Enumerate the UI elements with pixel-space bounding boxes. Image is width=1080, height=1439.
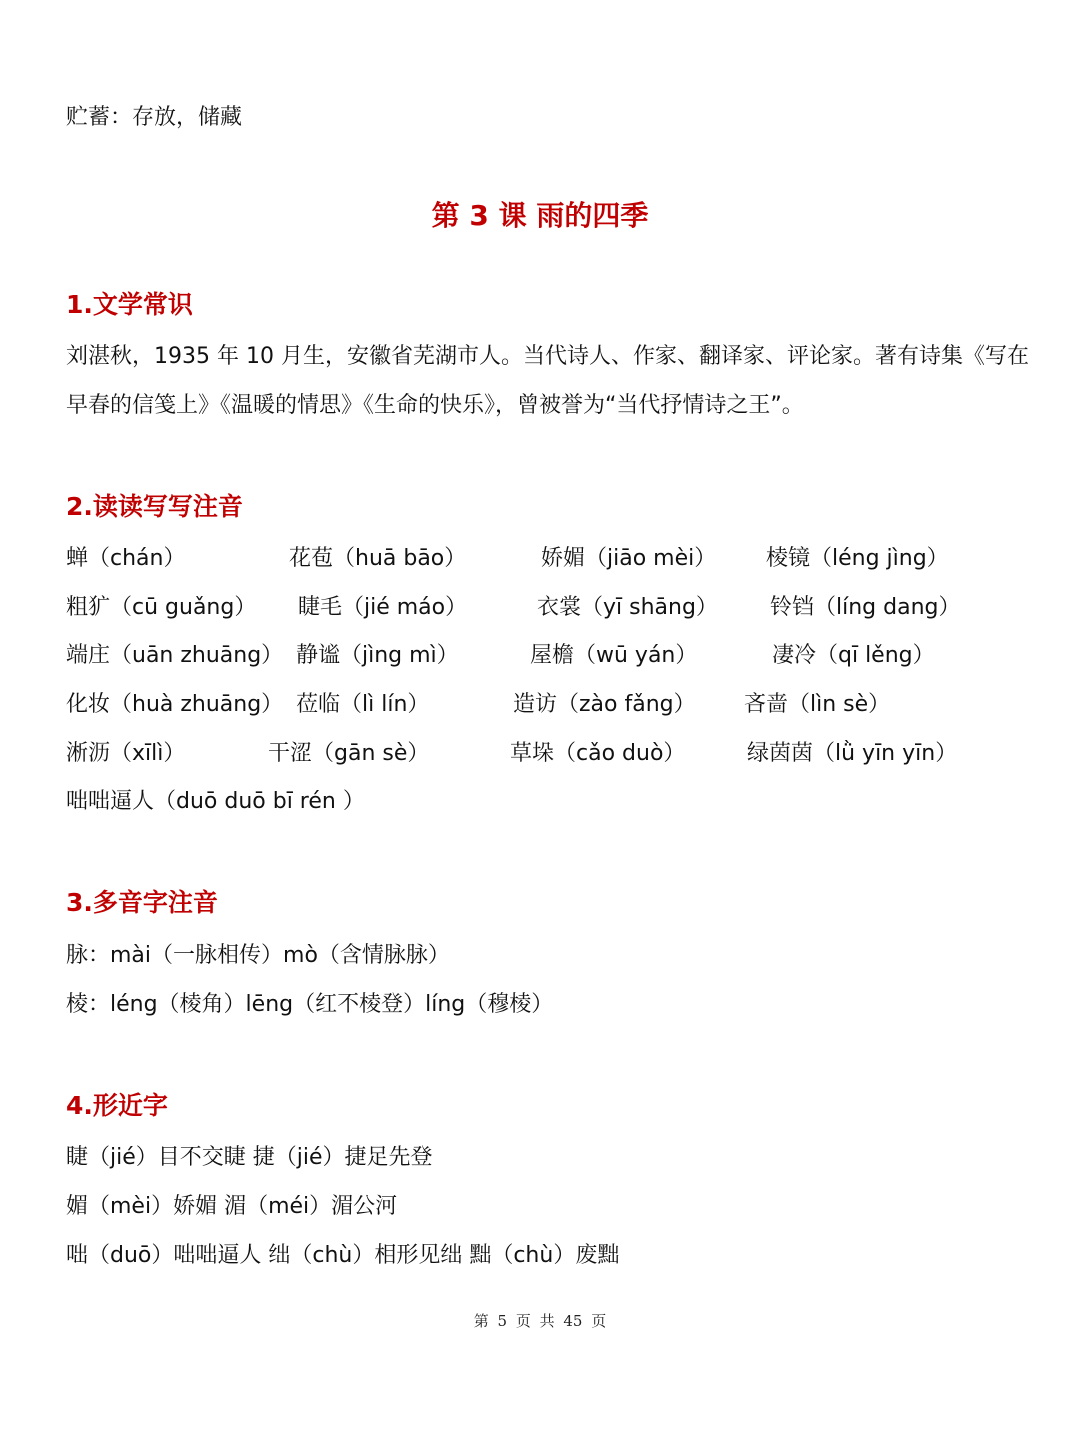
page-footer: 第 5 页 共 45 页 [473, 1312, 607, 1330]
section-heading-polyphone: 3.多音字注音 [66, 888, 218, 917]
vocab-item: 干涩（gān sè） [268, 741, 430, 766]
vocab-item: 铃铛（líng dang） [770, 595, 961, 620]
literature-text-line-2: 早春的信笺上》《温暖的情思》《生命的快乐》，曾被誉为“当代抒情诗之王”。 [66, 393, 804, 418]
polyphone-line: 棱：léng（棱角）lēng（红不棱登）líng（穆棱） [66, 992, 554, 1017]
vocab-item: 屋檐（wū yán） [530, 643, 698, 668]
lesson-title: 第 3 课 雨的四季 [431, 199, 649, 232]
vocab-item: 睫毛（jié máo） [298, 595, 468, 620]
vocab-item: 花苞（huā bāo） [289, 546, 467, 571]
vocab-item: 娇媚（jiāo mèi） [541, 546, 717, 571]
vocab-item: 绿茵茵（lǜ yīn yīn） [747, 741, 958, 766]
vocab-item: 化妆（huà zhuāng） [66, 692, 284, 717]
vocab-item: 端庄（uān zhuāng） [66, 643, 284, 668]
vocab-item: 凄冷（qī lěng） [772, 643, 935, 668]
section-heading-similar: 4.形近字 [66, 1091, 168, 1120]
section-heading-literature: 1.文学常识 [66, 290, 193, 319]
vocab-item: 淅沥（xīlì） [66, 741, 186, 766]
vocab-item: 莅临（lì lín） [296, 692, 430, 717]
vocab-item: 造访（zào fǎng） [513, 692, 696, 717]
vocab-item: 草垛（cǎo duò） [510, 741, 686, 766]
section-heading-reading: 2.读读写写注音 [66, 492, 243, 521]
vocab-item: 粗犷（cū guǎng） [66, 595, 257, 620]
similar-char-line: 媚（mèi）娇媚 湄（méi）湄公河 [66, 1194, 398, 1219]
vocab-item: 静谧（jìng mì） [296, 643, 459, 668]
vocab-item: 吝啬（lìn sè） [744, 692, 891, 717]
vocab-item: 咄咄逼人（duō duō bī rén ） [66, 789, 365, 814]
vocab-item: 衣裳（yī shāng） [537, 595, 718, 620]
similar-char-line: 睫（jié）目不交睫 捷（jié）捷足先登 [66, 1145, 433, 1170]
similar-char-line: 咄（duō）咄咄逼人 绌（chù）相形见绌 黜（chù）废黜 [66, 1243, 620, 1268]
top-definition-line: 贮蓄：存放，储藏 [66, 105, 243, 130]
polyphone-line: 脉：mài（一脉相传）mò（含情脉脉） [66, 943, 450, 968]
vocab-item: 蝉（chán） [66, 546, 186, 571]
literature-text-line-1: 刘湛秋，1935 年 10 月生，安徽省芜湖市人。当代诗人、作家、翻译家、评论家。著有诗集《写在 [66, 344, 1029, 369]
vocab-item: 棱镜（léng jìng） [766, 546, 949, 571]
